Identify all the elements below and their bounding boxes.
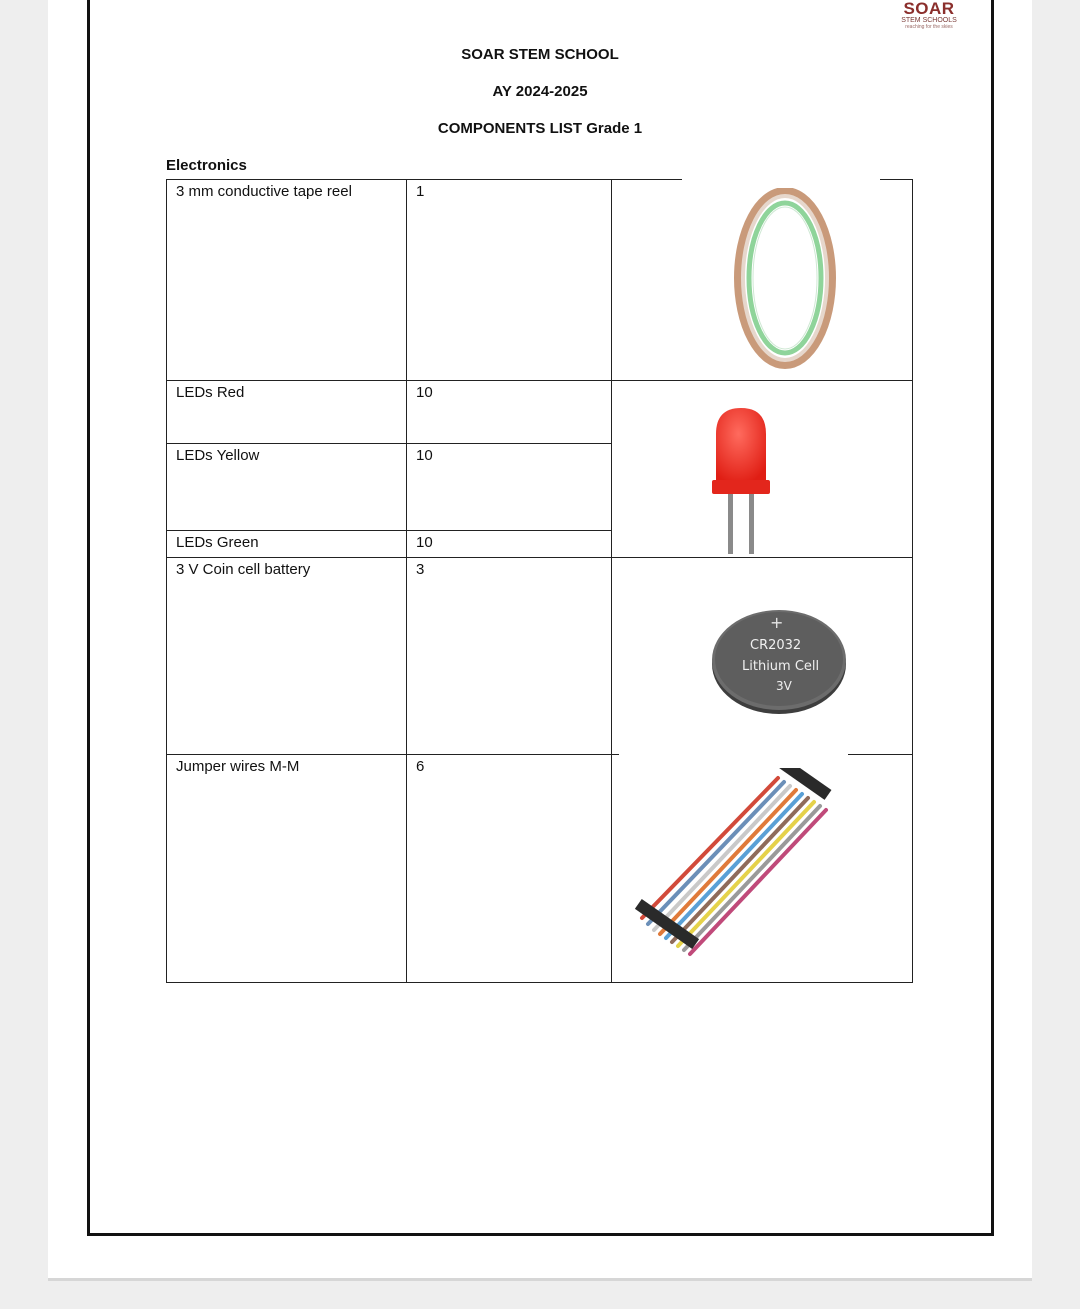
jumper-wires-image (628, 768, 840, 958)
soar-logo (893, 0, 965, 30)
table-row-item: LEDs Green (176, 534, 259, 551)
table-row-item: 3 mm conductive tape reel (176, 183, 352, 200)
red-led-image (706, 404, 776, 556)
school-name: SOAR STEM SCHOOL (461, 46, 619, 63)
table-row-qty: 10 (416, 534, 433, 551)
table-row-qty: 10 (416, 447, 433, 464)
battery-type-label: Lithium Cell (742, 659, 820, 674)
battery-voltage-label: 3V (776, 679, 792, 693)
table-row-item: LEDs Red (176, 384, 245, 401)
page-shadow (48, 1278, 1032, 1281)
logo-word: SOAR (903, 0, 955, 18)
table-row-qty: 1 (416, 183, 425, 200)
table-row-item: 3 V Coin cell battery (176, 561, 311, 578)
battery-plus-label: + (770, 613, 784, 632)
logo-subtitle: STEM SCHOOLS (901, 17, 957, 24)
table-row-qty: 3 (416, 561, 425, 578)
logo-tagline: reaching for the skies (905, 24, 953, 30)
academic-year: AY 2024-2025 (492, 83, 588, 100)
table-row-qty: 6 (416, 758, 425, 775)
conductive-tape-reel-image (725, 188, 845, 370)
section-label: Electronics (166, 157, 247, 174)
table-row-item: Jumper wires M-M (176, 758, 300, 775)
table-row-qty: 10 (416, 384, 433, 401)
table-row-item: LEDs Yellow (176, 447, 260, 464)
coin-cell-battery-image (708, 604, 850, 716)
battery-model-label: CR2032 (750, 638, 802, 653)
document-title: COMPONENTS LIST Grade 1 (437, 120, 643, 137)
